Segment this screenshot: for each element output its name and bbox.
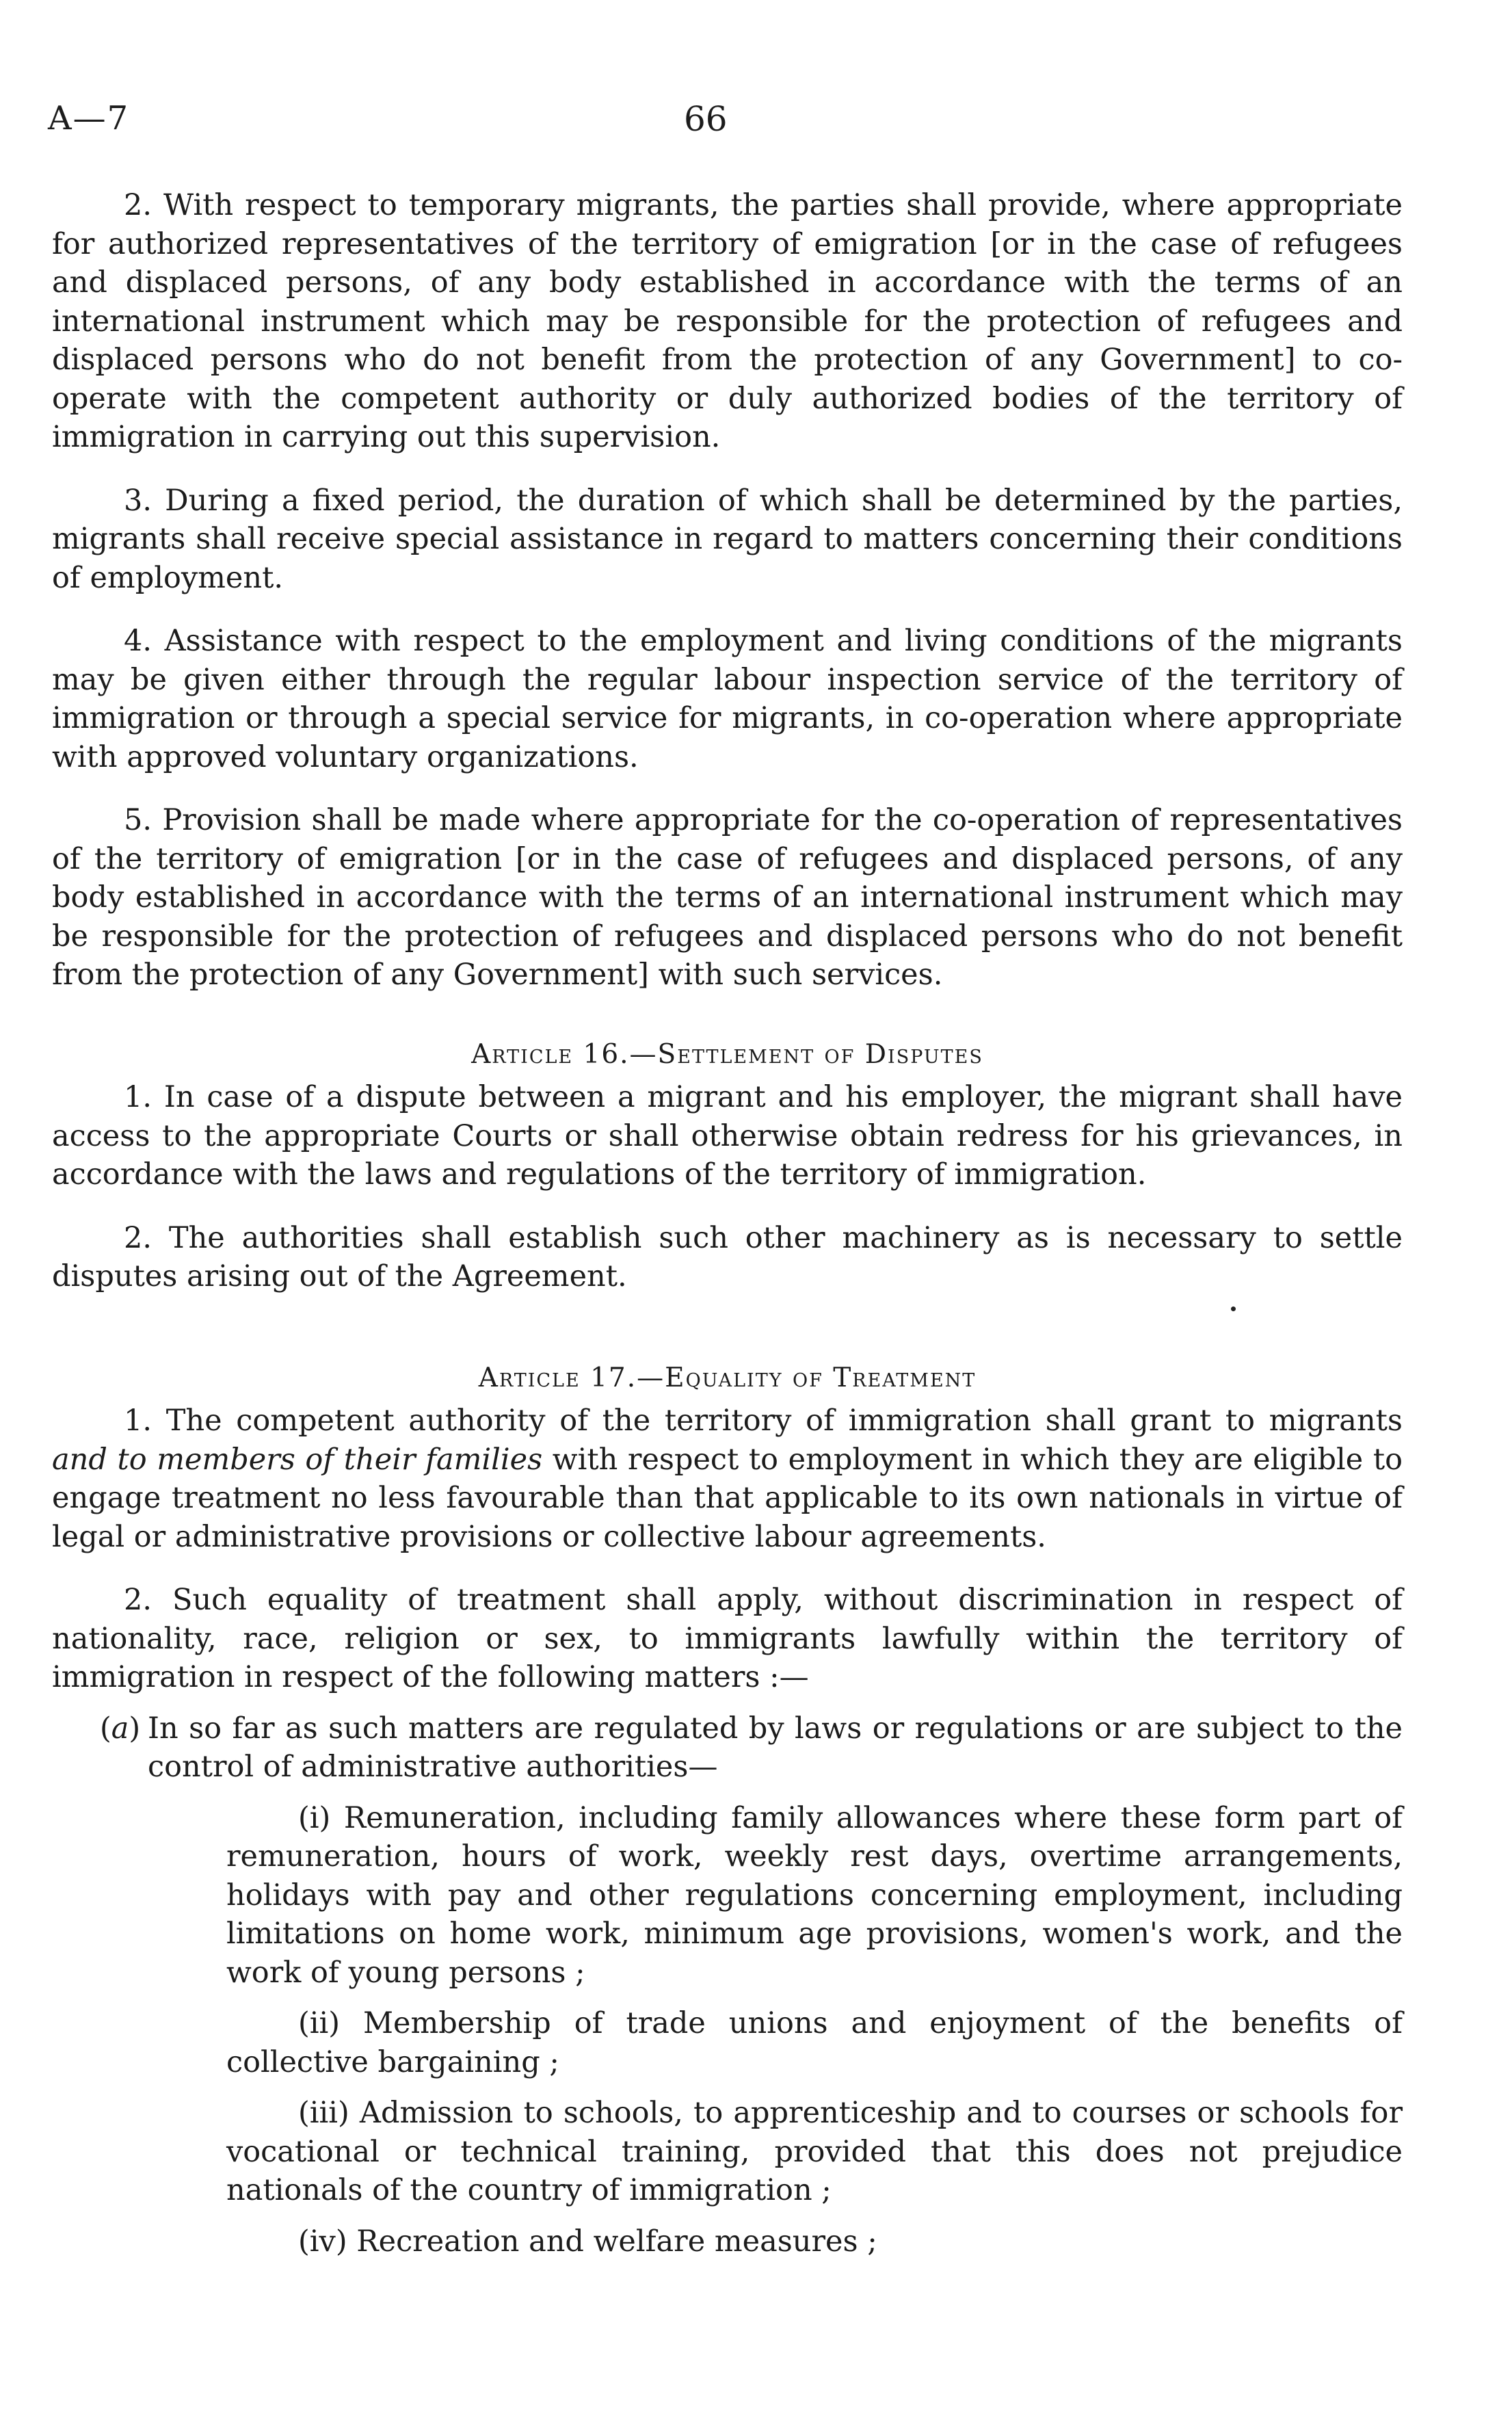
page-header (48, 99, 1416, 154)
print-speck (1231, 1306, 1236, 1311)
paragraph-17-1-start: 1. The competent authority of the territory of immigration shall grant to migrants (124, 1404, 1403, 1438)
paragraph-17-1 (52, 1402, 1403, 1556)
item-a-label: (a) (100, 1711, 141, 1746)
paragraph-15-4: 4. Assistance with respect to the employment and living conditions of the migrants may be given either through the regular labour inspection service of the territory of immigration or through a special service for migrants, in co-operation where appropriate with approved voluntary organizations. (52, 624, 1403, 774)
paragraph-17-1-italic: and to members of their families (52, 1442, 543, 1477)
document-reference: A—7 (48, 99, 130, 137)
item-a-text: In so far as such matters are regulated by laws or regulations or are subject to the control of administrative authorities— (148, 1711, 1403, 1784)
paragraph-16-2: 2. The authorities shall establish such other machinery as is necessary to settle disputes arising out of the Agreement. (52, 1220, 1403, 1293)
paragraph-15-2: 2. With respect to temporary migrants, the parties shall provide, where appropriate for authorized representatives of the territory of emigration [or in the case of refugees and displaced persons, of any body established in accordance with the terms of an international instrument which may be responsible for the protection of refugees and displaced persons who do not benefit from the protection of any Government] to co-operate with the competent authority or duly authorized bodies of the territory of immigration in carrying out this supervision. (52, 188, 1403, 454)
article-17-heading: Article 17.—Equality of Treatment (478, 1362, 977, 1393)
sub-item-i: (i) Remuneration, including family allowances where these form part of remuneration, hours of work, weekly rest days, overtime arrangements, holidays with pay and other regulations concerning employment, including limitations on home work, minimum age provisions, women's work, and the work of young persons ; (226, 1800, 1403, 1990)
page-number: 66 (684, 99, 728, 139)
article-16-heading: Article 16.—Settlement of Disputes (471, 1038, 983, 1070)
item-a (100, 1709, 1403, 1787)
document-body (52, 186, 1403, 2273)
sub-item-ii: (ii) Membership of trade unions and enjoyment of the benefits of collective bargaining ; (226, 2006, 1403, 2079)
sub-item-iv: (iv) Recreation and welfare measures ; (298, 2224, 877, 2259)
paragraph-15-3: 3. During a fixed period, the duration of which shall be determined by the parties, migrants shall receive special assistance in regard to matters concerning their conditions of employment. (52, 483, 1403, 595)
paragraph-15-5: 5. Provision shall be made where appropriate for the co-operation of representatives of the territory of emigration [or in the case of refugees and displaced persons, of any body established in accordance with the terms of an international instrument which may be responsible for the protection of refugees and displaced persons who do not benefit from the protection of any Government] with such services. (52, 803, 1403, 992)
paragraph-17-1-end: with respect to employment in which they are eligible to engage treatment no less favourable than that applicable to its own nationals in virtue of legal or administrative provisions or collective labour agreements. (52, 1442, 1403, 1554)
paragraph-16-1: 1. In case of a dispute between a migrant and his employer, the migrant shall have access to the appropriate Courts or shall otherwise obtain redress for his grievances, in accordance with the laws and regulations of the territory of immigration. (52, 1080, 1403, 1192)
sub-item-iii: (iii) Admission to schools, to apprenticeship and to courses or schools for vocational or technical training, provided that this does not prejudice nationals of the country of immigration ; (226, 2096, 1403, 2207)
paragraph-17-2: 2. Such equality of treatment shall apply, without discrimination in respect of nationality, race, religion or sex, to immigrants lawfully within the territory of immigration in respect of the following matters :— (52, 1583, 1403, 1694)
